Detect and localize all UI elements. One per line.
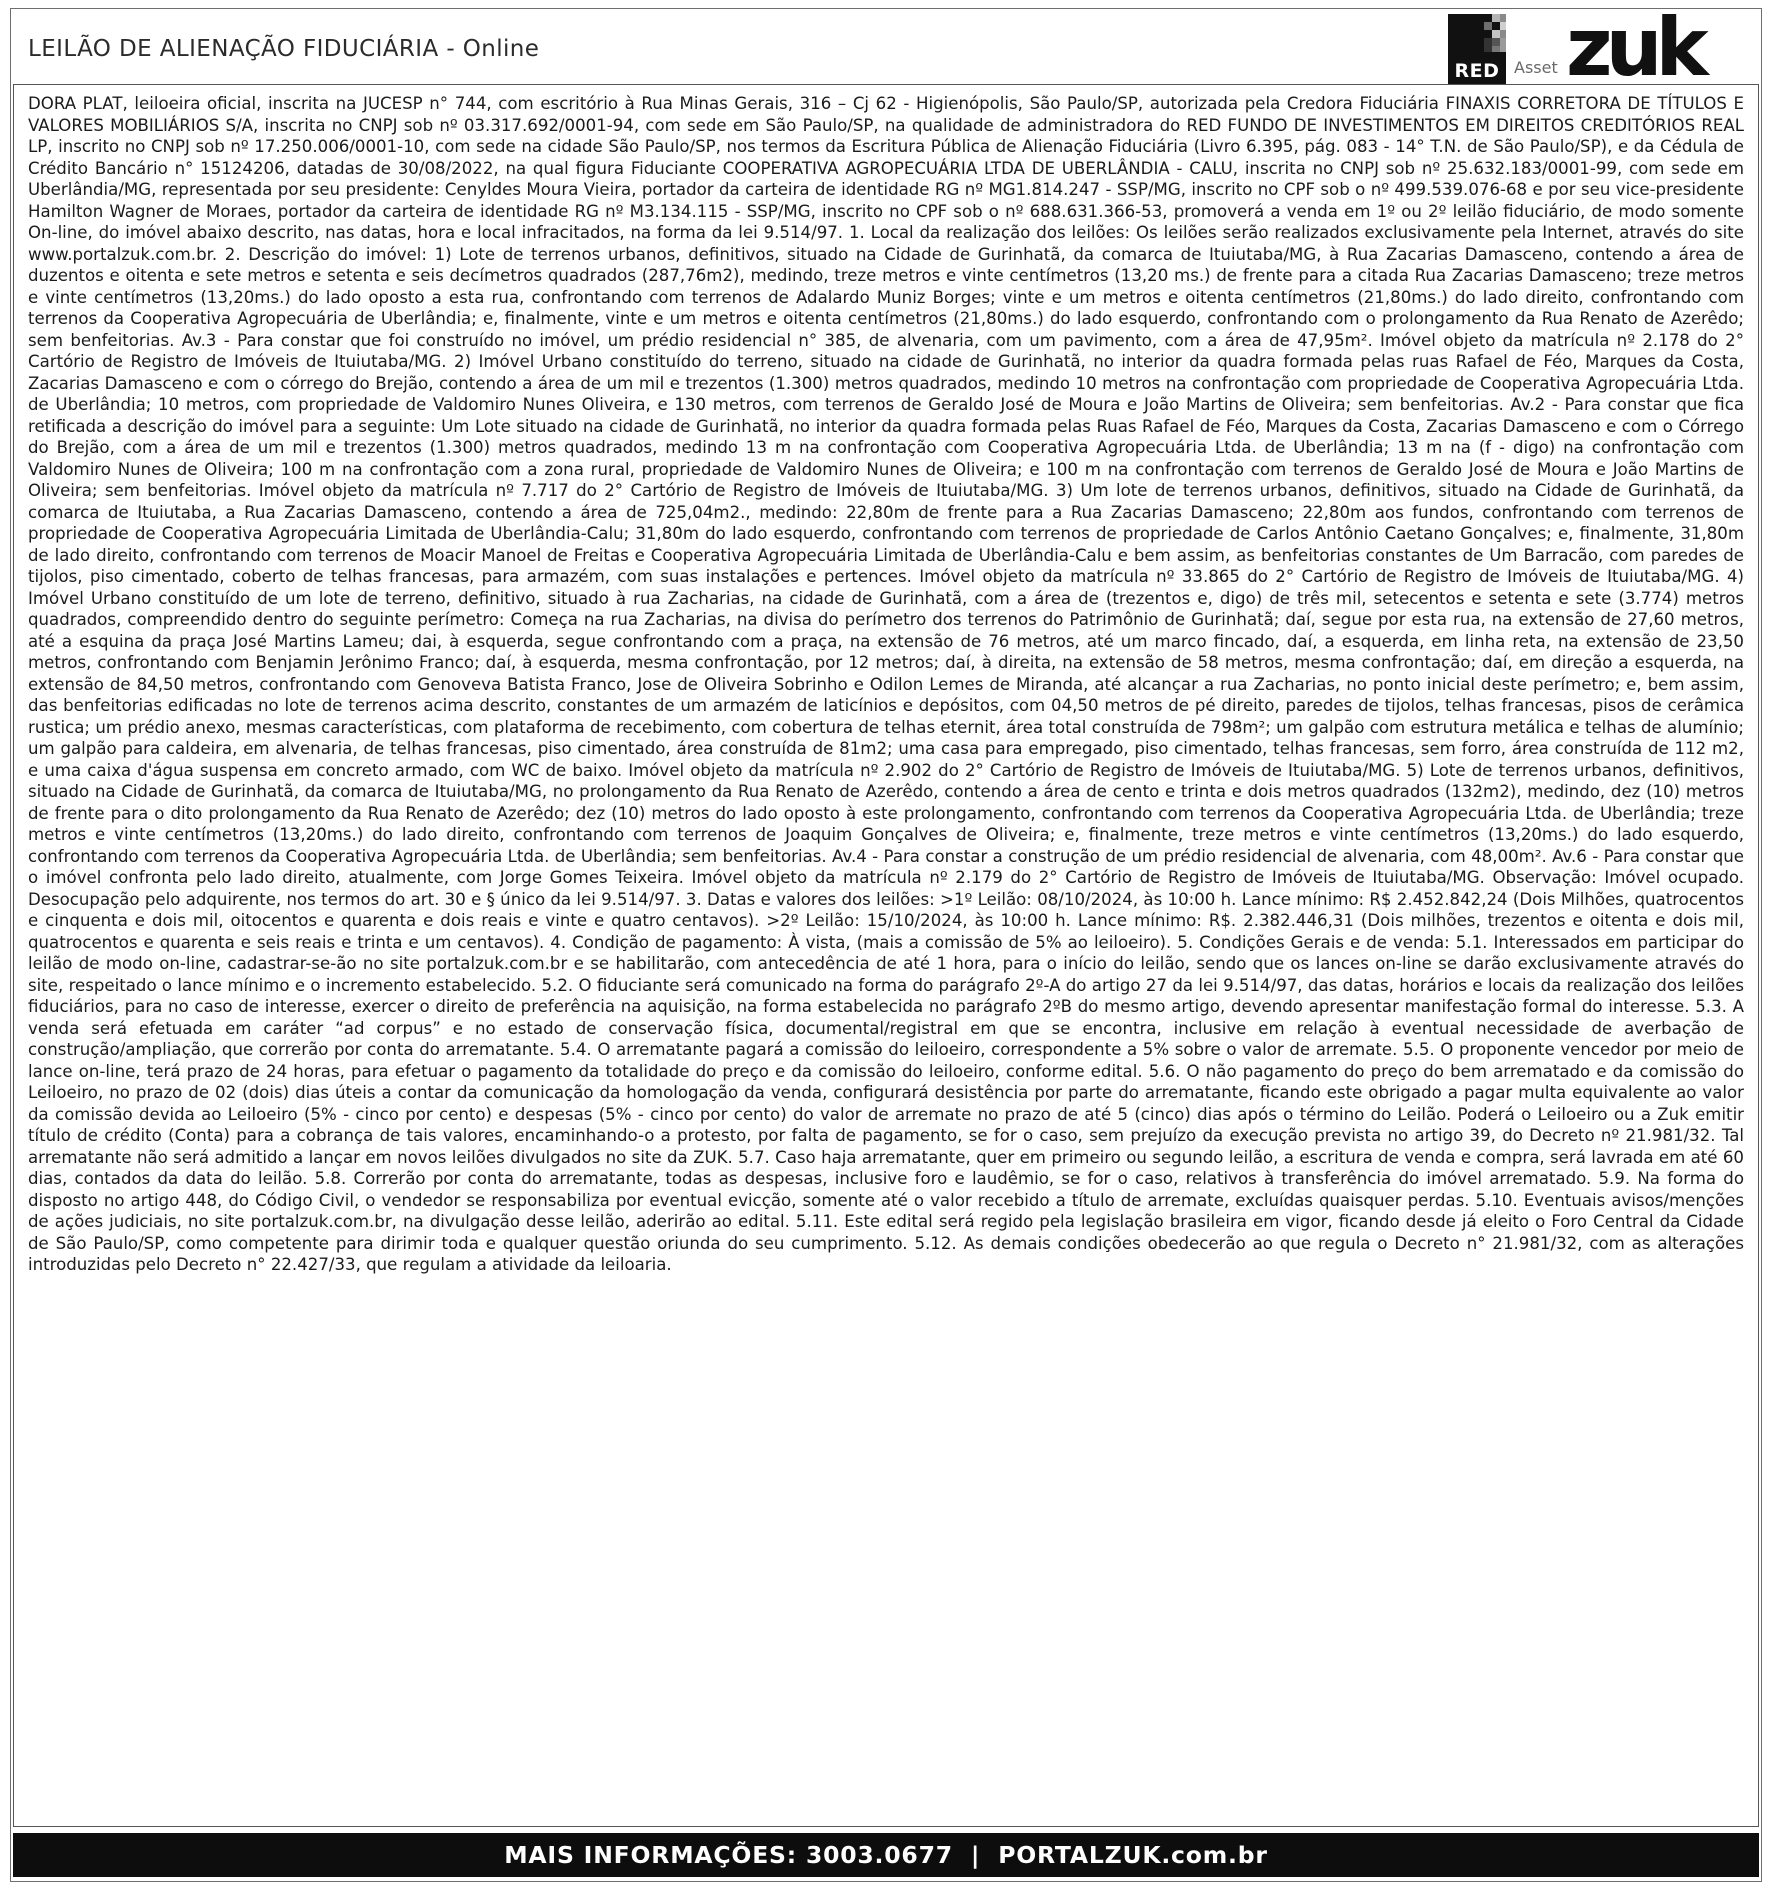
footer-info-bar: MAIS INFORMAÇÕES: 3003.0677 | PORTALZUK.com.br bbox=[13, 1833, 1759, 1877]
asset-logo-label: Asset bbox=[1514, 58, 1558, 77]
red-logo-label: RED bbox=[1454, 60, 1500, 82]
edital-text: DORA PLAT, leiloeira oficial, inscrita na JUCESP n° 744, com escritório à Rua Minas Gerais, 316 – Cj 62 - Higienópolis, São Paulo/SP, autorizada pela Credora Fiduciária FINAXIS CORRETORA DE TÍTULOS E VALORES MOBILIÁRIOS S/A, inscrita no CNPJ sob nº 03.317.692/0001-94, com sede em São Paulo/SP, na qualidade de administradora do RED FUNDO DE INVESTIMENTOS EM DIREITOS CREDITÓRIOS REAL LP, inscrito no CNPJ sob nº 17.250.006/0001-10, com sede na cidade São Paulo/SP, nos termos da Escritura Pública de Alienação Fiduciária (Livro 6.395, pág. 083 - 14° T.N. de São Paulo/SP), e da Cédula de Crédito Bancário n° 15124206, datadas de 30/08/2022, na qual figura Fiduciante COOPERATIVA AGROPECUÁRIA LTDA DE UBERLÂNDIA - CALU, inscrita no CNPJ sob nº 25.632.183/0001-99, com sede em Uberlândia/MG, representada por seu presidente: Cenyldes Moura Vieira, portador da carteira de identidade RG nº MG1.814.247 - SSP/MG, inscrito no CPF sob o nº 499.539.076-68 e por seu vice-presidente Hamilton Wagner de Moraes, portador da carteira de identidade RG nº M3.134.115 - SSP/MG, inscrito no CPF sob o nº 688.631.366-53, promoverá a venda em 1º ou 2º leilão fiduciário, de modo somente On-line, do imóvel abaixo descrito, nas datas, hora e local infracitados, na forma da lei 9.514/97. 1. Local da realização dos leilões: Os leilões serão realizados exclusivamente pela Internet, através do site www.portalzuk.com.br. 2. Descrição do imóvel: 1) Lote de terrenos urbanos, definitivos, situado na Cidade de Gurinhatã, da comarca de Ituiutaba/MG, à Rua Zacarias Damasceno, contendo a área de duzentos e oitenta e sete metros e setenta e seis decímetros quadrados (287,76m2), medindo, treze metros e vinte centímetros (13,20 ms.) de frente para a citada Rua Zacarias Damasceno; treze metros e vinte centímetros (13,20ms.) do lado oposto a esta rua, confrontando com terrenos de Adalardo Muniz Borges; vinte e um metros e oitenta centímetros (21,80ms.) do lado direito, confrontando com terrenos da Cooperativa Agropecuária de Uberlândia; e, finalmente, vinte e um metros e oitenta centímetros (21,80ms.) do lado esquerdo, confrontando com o prolongamento da Rua Renato de Azerêdo; sem benfeitorias. Av.3 - Para constar que foi construído no imóvel, um prédio residencial n° 385, de alvenaria, com um pavimento, com a área de 47,95m². Imóvel objeto da matrícula nº 2.178 do 2° Cartório de Registro de Imóveis de Ituiutaba/MG. 2) Imóvel Urbano constituído do terreno, situado na cidade de Gurinhatã, no interior da quadra formada pelas ruas Rafael de Féo, Marques da Costa, Zacarias Damasceno e com o córrego do Brejão, contendo a área de um mil e trezentos (1.300) metros quadrados, medindo 10 metros na confrontação com propriedade de Cooperativa Agropecuária Ltda. de Uberlândia; 10 metros, com propriedade de Valdomiro Nunes Oliveira, e 130 metros, com terrenos de Geraldo José de Moura e João Martins de Oliveira; sem benfeitorias. Av.2 - Para constar que fica retificada a descrição do imóvel para a seguinte: Um Lote situado na cidade de Gurinhatã, no interior da quadra formada pelas Ruas Rafael de Féo, Marques da Costa, Zacarias Damasceno e com o Córrego do Brejão, com a área de um mil e trezentos (1.300) metros quadrados, medindo 13 m na confrontação com Cooperativa Agropecuária Ltda. de Uberlândia; 13 m na (f - digo) na confrontação com Valdomiro Nunes de Oliveira; 100 m na confrontação com a zona rural, propriedade de Valdomiro Nunes de Oliveira; e 100 m na confrontação com terrenos de Geraldo José de Moura e João Martins de Oliveira; sem benfeitorias. Imóvel objeto da matrícula nº 7.717 do 2° Cartório de Registro de Imóveis de Ituiutaba/MG. 3) Um lote de terrenos urbanos, definitivos, situado na Cidade de Gurinhatã, da comarca de Ituiutaba, a Rua Zacarias Damasceno, contendo a área de 725,04m2., medindo: 22,80m de frente para a Rua Zacarias Damasceno; 22,80m aos fundos, confrontando com terrenos de propriedade de Cooperativa Agropecuária Limitada de Uberlândia-Calu; 31,80m do lado esquerdo, confrontando com terrenos de propriedade de Carlos Antônio Caetano Gonçalves; e, finalmente, 31,80m de lado direito, confrontando com terrenos de Moacir Manoel de Freitas e Cooperativa Agropecuária Limitada de Uberlândia-Calu e bem assim, as benfeitorias constantes de Um Barracão, com paredes de tijolos, piso cimentado, coberto de telhas francesas, para armazém, com suas instalações e pertences. Imóvel objeto da matrícula nº 33.865 do 2° Cartório de Registro de Imóveis de Ituiutaba/MG. 4) Imóvel Urbano constituído de um lote de terreno, definitivo, situado à rua Zacharias, na cidade de Gurinhatã, com a área de (trezentos e, digo) de três mil, setecentos e setenta e sete (3.774) metros quadrados, compreendido dentro do seguinte perímetro: Começa na rua Zacharias, na divisa do perímetro dos terrenos do Patrimônio de Gurinhatã; daí, segue por esta rua, na extensão de 27,60 metros, até a esquina da praça José Martins Lameu; dai, à esquerda, segue confrontando com a praça, na extensão de 76 metros, até um marco fincado, daí, a esquerda, em linha reta, na extensão de 23,50 metros, confrontando com Benjamin Jerônimo Franco; daí, à esquerda, mesma confrontação, por 12 metros; daí, à direita, na extensão de 58 metros, mesma confrontação; daí, em direção a esquerda, na extensão de 84,50 metros, confrontando com Genoveva Batista Franco, Jose de Oliveira Sobrinho e Odilon Lemes de Miranda, até alcançar a rua Zacharias, no ponto inicial deste perímetro; e, bem assim, das benfeitorias edificadas no lote de terrenos acima descrito, constantes de um armazém de laticínios e depósitos, com 04,50 metros de pé direito, paredes de tijolos, telhas francesas, pisos de cerâmica rustica; um prédio anexo, mesmas características, com plataforma de recebimento, com cobertura de telhas eternit, área total construída de 798m²; um galpão com estrutura metálica e telhas de alumínio; um galpão para caldeira, em alvenaria, de telhas francesas, piso cimentado, área construída de 81m2; uma casa para empregado, piso cimentado, telhas francesas, sem forro, área construída de 112 m2, e uma caixa d'água suspensa em concreto armado, com WC de baixo. Imóvel objeto da matrícula nº 2.902 do 2° Cartório de Registro de Imóveis de Ituiutaba/MG. 5) Lote de terrenos urbanos, definitivos, situado na Cidade de Gurinhatã, da comarca de Ituiutaba/MG, no prolongamento da Rua Renato de Azerêdo, contendo a área de cento e trinta e dois metros quadrados (132m2), medindo, dez (10) metros de frente para o dito prolongamento da Rua Renato de Azerêdo; dez (10) metros do lado oposto à este prolongamento, confrontando com terrenos da Cooperativa Agropecuária Ltda. de Uberlândia; treze metros e vinte centímetros (13,20ms.) do lado direito, confrontando com terrenos de Joaquim Gonçalves de Oliveira; e, finalmente, treze metros e vinte centímetros (13,20ms.) do lado esquerdo, confrontando com terrenos da Cooperativa Agropecuária Ltda. de Uberlândia; sem benfeitorias. Av.4 - Para constar a construção de um prédio residencial de alvenaria, com 48,00m². Av.6 - Para constar que o imóvel confronta pelo lado direito, atualmente, com Jorge Gomes Teixeira. Imóvel objeto da matrícula nº 2.179 do 2° Cartório de Registro de Imóveis de Ituiutaba/MG. Observação: Imóvel ocupado. Desocupação pelo adquirente, nos termos do art. 30 e § único da lei 9.514/97. 3. Datas e valores dos leilões: >1º Leilão: 08/10/2024, às 10:00 h. Lance mínimo: R$ 2.452.842,24 (Dois Milhões, quatrocentos e cinquenta e dois mil, oitocentos e quarenta e dois reais e vinte e quatro centavos). >2º Leilão: 15/10/2024, às 10:00 h. Lance mínimo: R$. 2.382.446,31 (Dois milhões, trezentos e oitenta e dois mil, quatrocentos e quarenta e seis reais e trinta e um centavos). 4. Condição de pagamento: À vista, (mais a comissão de 5% ao leiloeiro). 5. Condições Gerais e de venda: 5.1. Interessados em participar do leilão de modo on-line, cadastrar-se-ão no site portalzuk.com.br e se habilitarão, com antecedência de até 1 hora, para o início do leilão, sendo que os lances on-line se darão exclusivamente através do site, respeitado o lance mínimo e o incremento estabelecido. 5.2. O fiduciante será comunicado na forma do parágrafo 2º-A do artigo 27 da lei 9.514/97, das datas, horários e locais da realização dos leilões fiduciários, para no caso de interesse, exercer o direito de preferência na aquisição, na forma estabelecida no parágrafo 2ºB do mesmo artigo, devendo apresentar manifestação formal do interesse. 5.3. A venda será efetuada em caráter “ad corpus” e no estado de conservação física, documental/registral em que se encontra, inclusive em relação à eventual necessidade de averbação de construção/ampliação, que correrão por conta do arrematante. 5.4. O arrematante pagará a comissão do leiloeiro, correspondente a 5% sobre o valor de arremate. 5.5. O proponente vencedor por meio de lance on-line, terá prazo de 24 horas, para efetuar o pagamento da totalidade do preço e da comissão do leiloeiro, conforme edital. 5.6. O não pagamento do preço do bem arrematado e da comissão do Leiloeiro, no prazo de 02 (dois) dias úteis a contar da comunicação da homologação da venda, configurará desistência por parte do arrematante, ficando este obrigado a pagar multa equivalente ao valor da comissão devida ao Leiloeiro (5% - cinco por cento) e despesas (5% - cinco por cento) do valor de arremate no prazo de até 5 (cinco) dias após o término do Leilão. Poderá o Leiloeiro ou a Zuk emitir título de crédito (Conta) para a cobrança de tais valores, encaminhando-o a protesto, por falta de pagamento, se for o caso, sem prejuízo da execução prevista no artigo 39, do Decreto nº 21.981/32. Tal arrematante não será admitido a lançar em novos leilões divulgados no site da ZUK. 5.7. Caso haja arrematante, quer em primeiro ou segundo leilão, a escritura de venda e compra, será lavrada em até 60 dias, contados da data do leilão. 5.8. Correrão por conta do arrematante, todas as despesas, inclusive foro e laudêmio, se for o caso, relativos à transferência do imóvel arrematado. 5.9. Na forma do disposto no artigo 448, do Código Civil, o vendedor se responsabiliza por eventual evicção, somente até o valor recebido a título de arremate, excluídas quaisquer perdas. 5.10. Eventuais avisos/menções de ações judiciais, no site portalzuk.com.br, na divulgação desse leilão, aderirão ao edital. 5.11. Este edital será regido pela legislação brasileira em vigor, ficando desde já eleito o Foro Central da Cidade de São Paulo/SP, como competente para dirimir toda e qualquer questão oriunda do seu cumprimento. 5.12. As demais condições obedecerão ao que regula o Decreto n° 21.981/32, com as alterações introduzidas pelo Decreto n° 22.427/33, que regulam a atividade da leiloaria. bbox=[28, 94, 1744, 1274]
header bbox=[10, 1, 1762, 94]
red-asset-zuk-logo bbox=[1448, 1, 1768, 94]
zuk-logo-wordmark: zuk bbox=[1566, 1, 1702, 94]
page-title: LEILÃO DE ALIENAÇÃO FIDUCIÁRIA - Online bbox=[28, 36, 540, 62]
edital-body bbox=[13, 84, 1759, 1827]
